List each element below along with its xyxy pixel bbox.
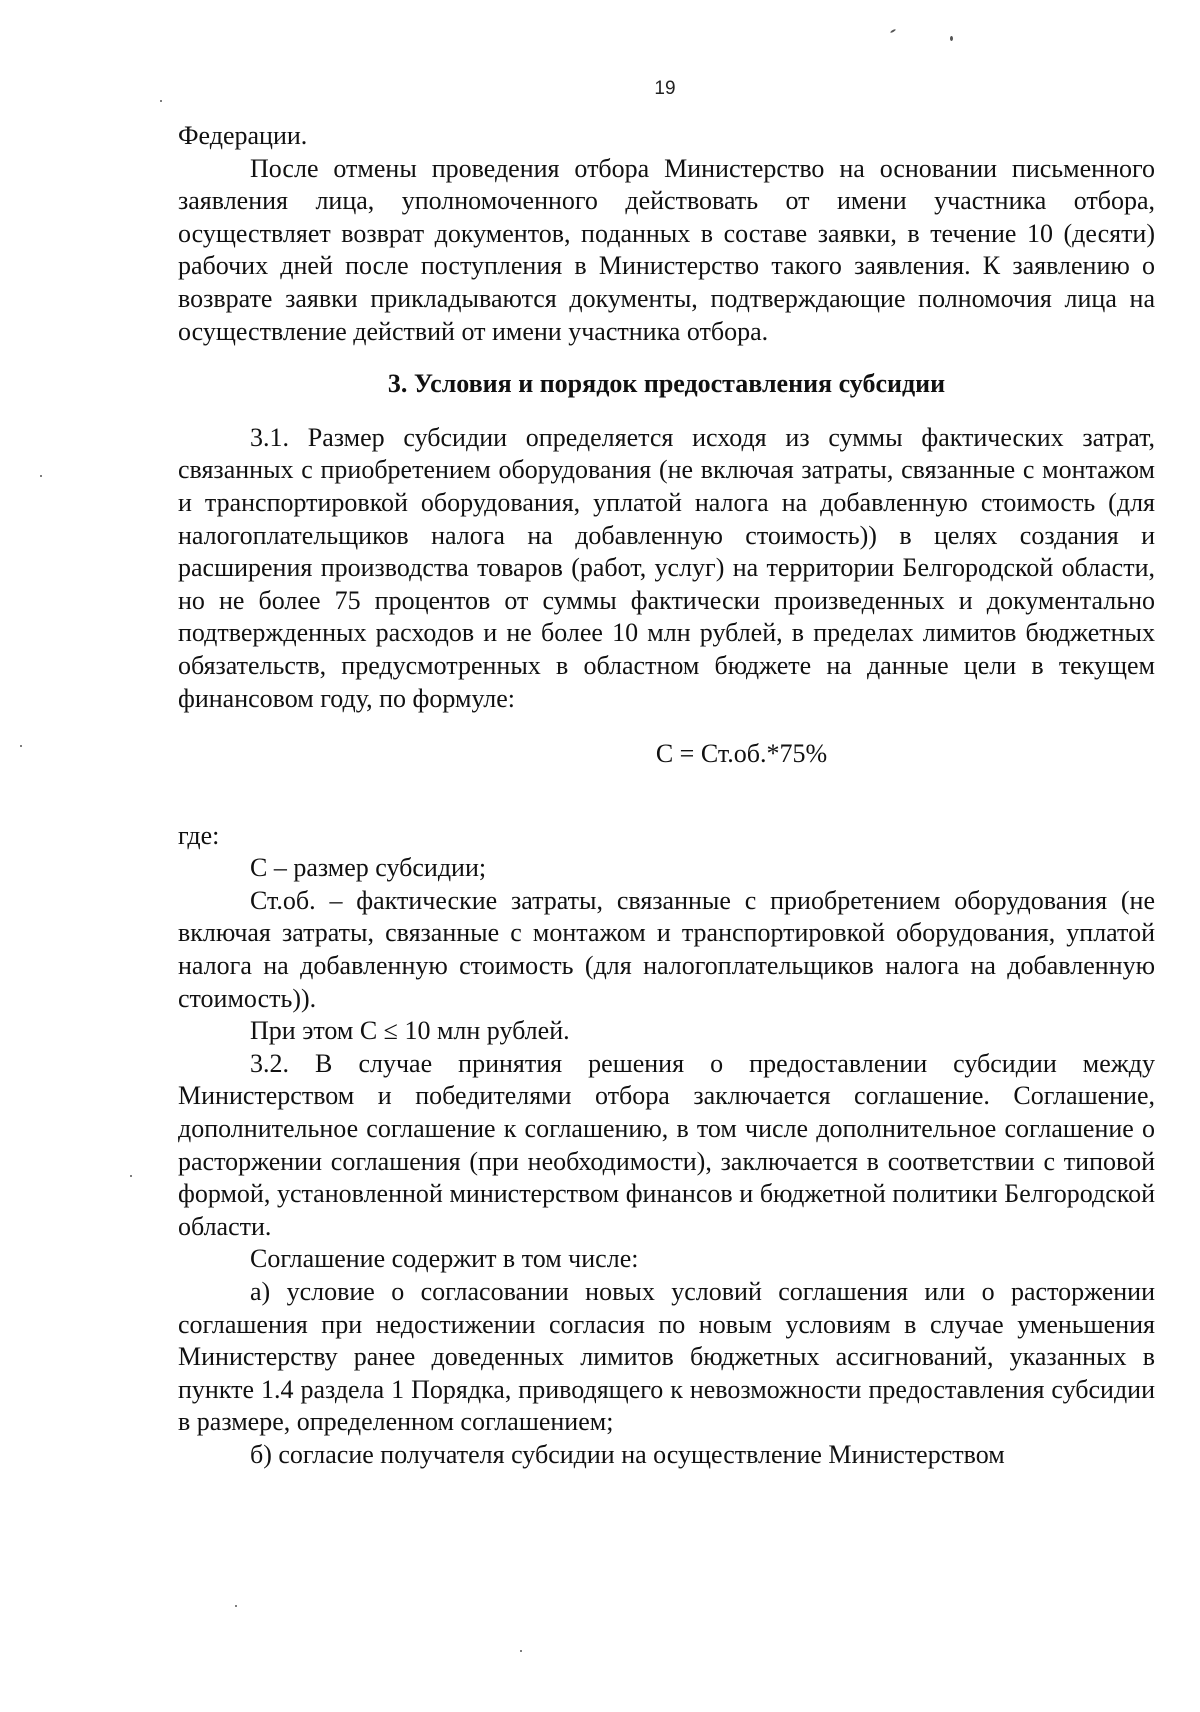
scan-speck [40, 475, 42, 477]
scan-speck [160, 100, 162, 102]
paragraph: При этом С ≤ 10 млн рублей. [250, 1016, 570, 1046]
formula: С = Ст.об.*75% [655, 739, 828, 769]
paragraph: Федерации. [178, 121, 308, 150]
paragraph: 3.2. В случае принятия решения о предоставлении субсидии между Министерством и победителями отбора заключается соглашение. Соглашение, дополнительное соглашение к соглашению, в том числе дополнительное соглашение о расторжении соглашения (при необходимости), заключается в соответствии с типовой формой, установленной министерством финансов и бюджетной политики Белгородской области. [178, 1048, 1155, 1241]
paragraph: После отмены проведения отбора Министерство на основании письменного заявления лица, уполномоченного действовать от имени участника отбора, осуществляет возврат документов, поданных в составе заявки, в течение 10 (десяти) рабочих дней после поступления в Министерство такого заявления. К заявлению о возврате заявки прикладываются документы, подтверждающие полномочия лица на осуществление действий от имени участника отбора. [178, 153, 1155, 346]
scan-speck [950, 36, 953, 41]
scan-speck [20, 745, 22, 747]
scan-speck [890, 29, 896, 34]
scan-speck [130, 1175, 132, 1177]
paragraph: а) условие о согласовании новых условий соглашения или о расторжении соглашения при недостижении согласия по новым условиям в случае уменьшения Министерству ранее доведенных лимитов бюджетных ассигнований, указанных в пункте 1.4 раздела 1 Порядка, приводящего к невозможности предоставления субсидии в размере, определенном соглашением; [178, 1277, 1155, 1437]
paragraph: б) согласие получателя субсидии на осуществление Министерством [250, 1439, 1005, 1469]
section-heading: 3. Условия и порядок предоставления субсидии [387, 369, 946, 399]
paragraph: где: [178, 820, 220, 850]
page-number: 19 [654, 78, 676, 99]
paragraph: 3.1. Размер субсидии определяется исходя из суммы фактических затрат, связанных с приобретением оборудования (не включая затраты, связанные с монтажом и транспортировкой оборудования, уплатой налога на добавленную стоимость (для налогоплательщиков налога на добавленную стоимость)) в целях создания и расширения производства товаров (работ, услуг) на территории Белгородской области, но не более 75 процентов от суммы фактически произведенных и документально подтвержденных расходов и не более 10 млн рублей, в пределах лимитов бюджетных обязательств, предусмотренных в областном бюджете на данные цели в текущем финансовом году, по формуле: [178, 422, 1155, 713]
scan-speck [520, 1650, 522, 1652]
paragraph: Ст.об. – фактические затраты, связанные с приобретением оборудования (не включая затраты, связанные с монтажом и транспортировкой оборудования, уплатой налога на добавленную стоимость (для налогоплательщиков налога на добавленную стоимость)). [178, 885, 1155, 1013]
paragraph: С – размер субсидии; [250, 853, 487, 883]
document-body [178, 120, 1155, 1472]
scan-speck [235, 1605, 237, 1607]
paragraph: Соглашение содержит в том числе: [250, 1244, 639, 1274]
